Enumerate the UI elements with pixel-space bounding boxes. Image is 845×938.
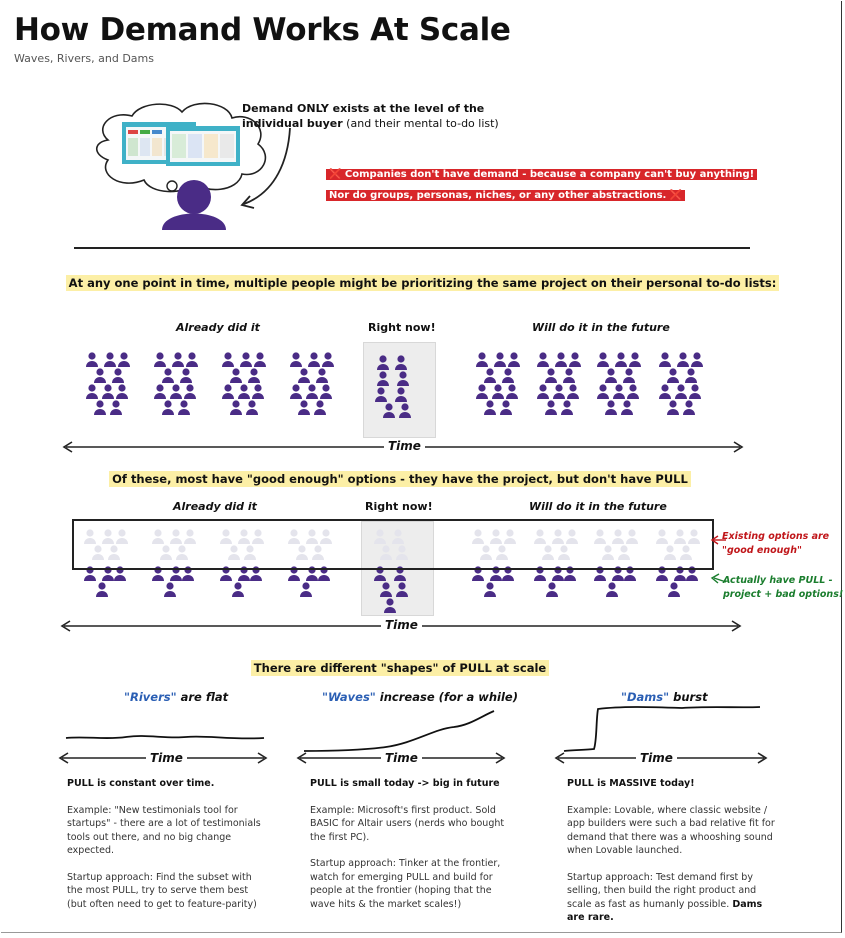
waves-time-label: Time	[381, 751, 422, 765]
section2-time-label: Time	[381, 618, 422, 632]
person-icon	[164, 582, 176, 597]
person-icon	[380, 582, 392, 597]
section1-future-label: Will do it in the future	[532, 321, 670, 334]
section1-now-label: Right now!	[368, 321, 436, 334]
demand-statement-line1: Demand ONLY exists at the level of the	[242, 102, 485, 115]
section2-future-label: Will do it in the future	[529, 500, 667, 513]
waves-approach: Startup approach: Tinker at the frontier, watch for emerging PULL and build for people at the frontier (hoping that the wave hits & the market scales!)	[310, 858, 501, 910]
page-title: How Demand Works At Scale	[14, 12, 511, 48]
rivers-summary: PULL is constant over time.	[67, 778, 215, 789]
dams-time-label: Time	[636, 751, 677, 765]
pull-note: Actually have PULL - project + bad options!	[723, 575, 844, 600]
dams-description	[567, 777, 781, 938]
person-icon	[384, 598, 396, 613]
section2-past-label: Already did it	[173, 500, 257, 513]
section1-time-label: Time	[384, 439, 425, 453]
rivers-shape-chart	[56, 722, 270, 774]
dams-summary: PULL is MASSIVE today!	[567, 778, 695, 789]
dams-title: "Dams" burst	[621, 690, 708, 704]
existing-options-note: Existing options are "good enough"	[722, 531, 830, 556]
dams-approach: Startup approach: Test demand first by selling, then build the right product and scale as fast as humanly possible.	[567, 871, 757, 910]
warning-line2: Nor do groups, personas, niches, or any other abstractions. ❌	[326, 190, 685, 201]
dams-curve	[564, 707, 760, 751]
person-icon	[232, 582, 244, 597]
page-subtitle: Waves, Rivers, and Dams	[14, 52, 154, 65]
section1-heading: At any one point in time, multiple people might be prioritizing the same project on their personal to-do lists:	[66, 275, 780, 291]
dams-example: Example: Lovable, where classic website / app builders were such a bad relative fit for demand that there was a whooshing sound when Lovable launched.	[567, 804, 775, 856]
rivers-curve	[66, 736, 264, 738]
rivers-approach: Startup approach: Find the subset with the most PULL, try to serve them best (but often need to get to feature-parity)	[67, 871, 257, 910]
waves-curve	[304, 711, 494, 751]
section1-past-label: Already did it	[176, 321, 260, 334]
person-icon	[300, 582, 312, 597]
warning-line1: ❌ Companies don't have demand - because a company can't buy anything!	[326, 169, 757, 180]
person-icon	[606, 582, 618, 597]
dams-rare-note: Dams are rare.	[567, 898, 763, 923]
demand-statement-line2-rest: (and their mental to-do list)	[342, 117, 499, 130]
section2-now-label: Right now!	[365, 500, 433, 513]
rivers-example: Example: "New testimonials tool for startups" - there are a lot of testimonials tools out there, and no big change expected.	[67, 804, 261, 856]
waves-description	[310, 777, 510, 924]
section2-heading: Of these, most have "good enough" options - they have the project, but don't have PULL	[109, 471, 691, 487]
person-icon	[546, 582, 558, 597]
person-icon	[396, 582, 408, 597]
waves-title: "Waves" increase (for a while)	[322, 690, 518, 704]
rivers-description	[67, 777, 267, 924]
waves-example: Example: Microsoft's first product. Sold BASIC for Altair users (nerds who bought the first PC).	[310, 804, 505, 843]
rivers-time-label: Time	[146, 751, 187, 765]
rivers-title: "Rivers" are flat	[124, 690, 229, 704]
waves-summary: PULL is small today -> big in future	[310, 778, 500, 789]
person-icon	[668, 582, 680, 597]
person-icon	[96, 582, 108, 597]
demand-statement-line2-bold: individual buyer	[242, 117, 343, 130]
section3-heading: There are different "shapes" of PULL at scale	[251, 660, 549, 676]
good-enough-box	[72, 519, 714, 570]
person-icon	[484, 582, 496, 597]
